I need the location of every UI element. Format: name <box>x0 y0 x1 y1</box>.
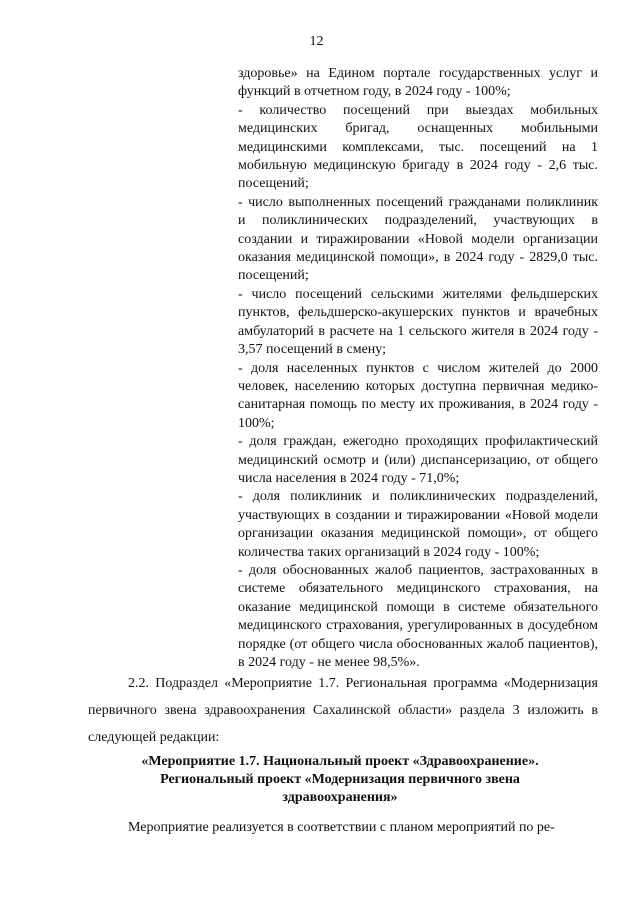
indicator-item: - доля обоснованных жалоб пациентов, застрахованных в системе обязательного медицинского страхования, на оказание медицинской помощи в системе обязательного медицинского страхования, урегулированных в досудебном порядке (от общего числа обоснованных жалоб пациентов), в 2024 году - не менее 98,5%». <box>238 562 598 670</box>
indicator-item: - доля граждан, ежегодно проходящих профилактический медицинский осмотр и (или) диспансеризацию, от общего числа населения в 2024 году - 71,0%; <box>238 434 598 486</box>
heading-line: Региональный проект «Модернизация первичного звена здравоохранения» <box>160 772 520 805</box>
indicator-item: - доля населенных пунктов с числом жителей до 2000 человек, населению которых доступна первичная медико-санитарная помощь по месту их проживания, в 2024 году - 100%; <box>238 360 598 431</box>
indicator-item: - доля поликлиник и поликлинических подразделений, участвующих в создании и тиражировании «Новой модели организации оказания медицинской помощи», от общего количества таких организаций в 2024 году - 100%; <box>238 489 598 560</box>
section-heading <box>120 753 560 807</box>
indicator-item: - число посещений сельскими жителями фельдшерских пунктов, фельдшерско-акушерских пунктов и врачебных амбулаторий в расчете на 1 сельского жителя в 2024 году - 3,57 посещений в смену; <box>238 286 598 358</box>
indicator-list <box>238 65 598 672</box>
page-number: 12 <box>309 34 324 49</box>
paragraph-body: Мероприятие реализуется в соответствии с планом мероприятий по ре- <box>128 820 555 835</box>
indicator-item: - число выполненных посещений гражданами поликлиник и поликлинических подразделений, участвующих в создании и тиражировании «Новой модели организации оказания медицинской помощи», в 2024 году - 2829,0 тыс. посещений; <box>238 194 598 284</box>
indicator-item: - количество посещений при выездах мобильных медицинских бригад, оснащенных мобильными медицинскими комплексами, тыс. посещений на 1 мобильную медицинскую бригаду в 2024 году - 2,6 тыс. посещений; <box>238 102 598 192</box>
paragraph-amendment: 2.2. Подраздел «Мероприятие 1.7. Региональная программа «Модернизация первичного звена здравоохранения Сахалинской области» раздела 3 изложить в следующей редакции: <box>88 676 598 745</box>
heading-line: «Мероприятие 1.7. Национальный проект «Здравоохранение». <box>141 754 539 769</box>
indicator-item: здоровье» на Едином портале государственных услуг и функций в отчетном году, в 2024 году - 100%; <box>238 66 598 100</box>
